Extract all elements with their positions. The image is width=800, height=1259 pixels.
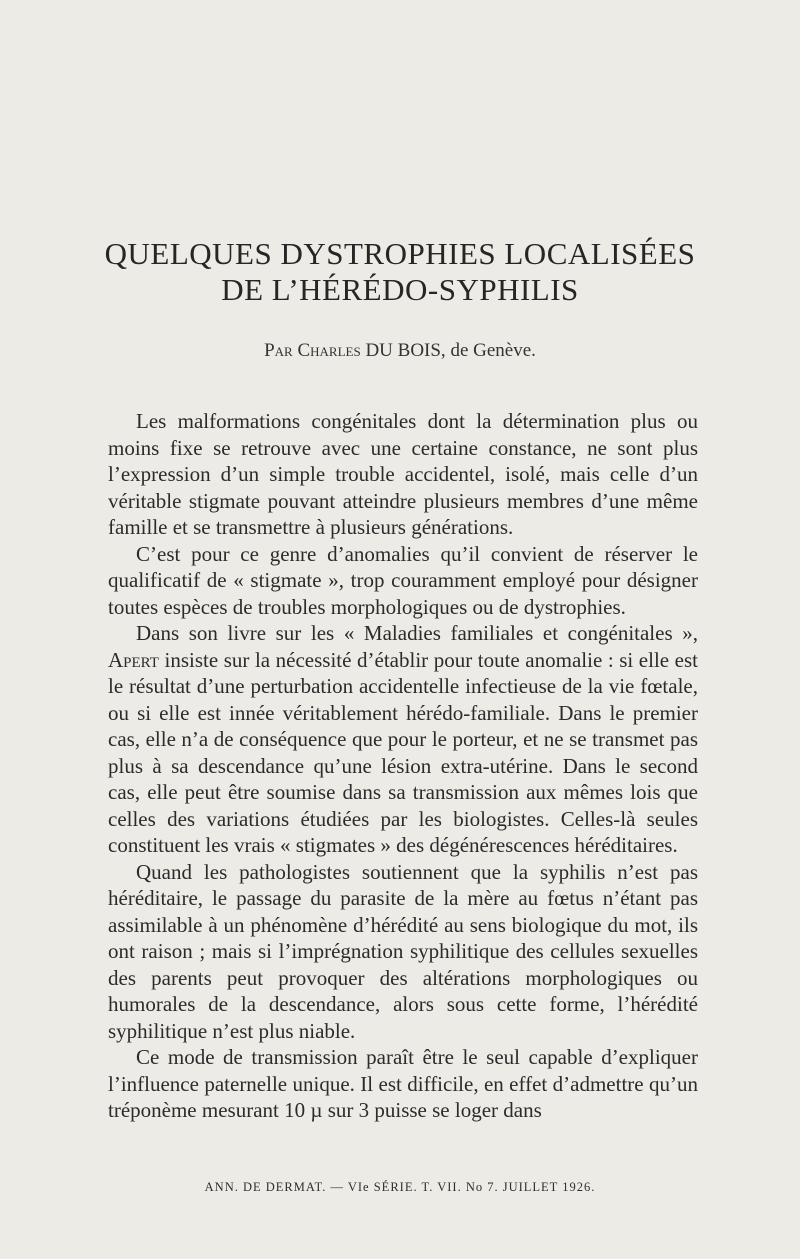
paragraph-3-rest: insiste sur la nécessité d’établir pour toute anomalie : si elle est le résultat d’une perturbation accidentelle infectieuse de la vie fœtale, ou si elle est innée véritablement hérédo-familiale. Dans le premier cas, elle n’a de conséquence que pour le porteur, et ne se transmet pas plus à sa descendance qu’une lésion extra-utérine. Dans le second cas, elle peut être soumise dans sa transmission aux mêmes lois que celles des variations étudiées par les biologistes. Celles-là seules constituent les vrais « stigmates » des dégénérescences héréditaires. (108, 647, 698, 857)
paragraph-3-lead: Dans son livre sur les « Maladies familiales et congénitales », (136, 621, 698, 645)
paragraph-5: Ce mode de transmission paraît être le seul capable d’expliquer l’influence paternelle unique. Il est difficile, en effet d’admettre qu’un tréponème mesurant 10 µ sur 3 puisse se loger dans (108, 1045, 698, 1122)
author-line (0, 340, 800, 362)
paragraph-4: Quand les pathologistes soutiennent que la syphilis n’est pas héréditaire, le passage du parasite de la mère au fœtus n’étant pas assimilable à un phénomène d’hérédité au sens biologique du mot, ils ont raison ; mais si l’imprégnation syphilitique des cellules sexuelles des parents peut provoquer des altérations morphologiques ou humorales de la descendance, alors sous cette forme, l’hérédité syphilitique n’est plus niable. (108, 859, 698, 1043)
journal-footer: ANN. DE DERMAT. — VIe SÉRIE. T. VII. No 7. JUILLET 1926. (204, 1180, 596, 1194)
paragraph-2: C’est pour ce genre d’anomalies qu’il convient de réserver le qualificatif de « stigmate », trop couramment employé pour désigner toutes espèces de troubles morphologiques ou de dystrophies. (108, 541, 698, 619)
author-surname: DU BOIS, (365, 340, 446, 361)
article-title-line-1: QUELQUES DYSTROPHIES LOCALISÉES (104, 236, 696, 271)
author-first-name: Charles (297, 340, 361, 361)
article-body (108, 408, 698, 1124)
paragraph-3 (108, 620, 698, 859)
cited-author-apert: Apert (108, 647, 159, 672)
author-affiliation: de Genève. (450, 340, 536, 361)
article-title-line-2: DE L’HÉRÉDO-SYPHILIS (221, 272, 579, 307)
author-prefix: Par (264, 340, 293, 361)
paragraph-1: Les malformations congénitales dont la détermination plus ou moins fixe se retrouve avec une certaine constance, ne sont plus l’expression d’un simple trouble accidentel, isolé, mais celle d’un véritable stigmate pouvant atteindre plusieurs membres d’une même famille et se transmettre à plusieurs générations. (108, 409, 698, 539)
